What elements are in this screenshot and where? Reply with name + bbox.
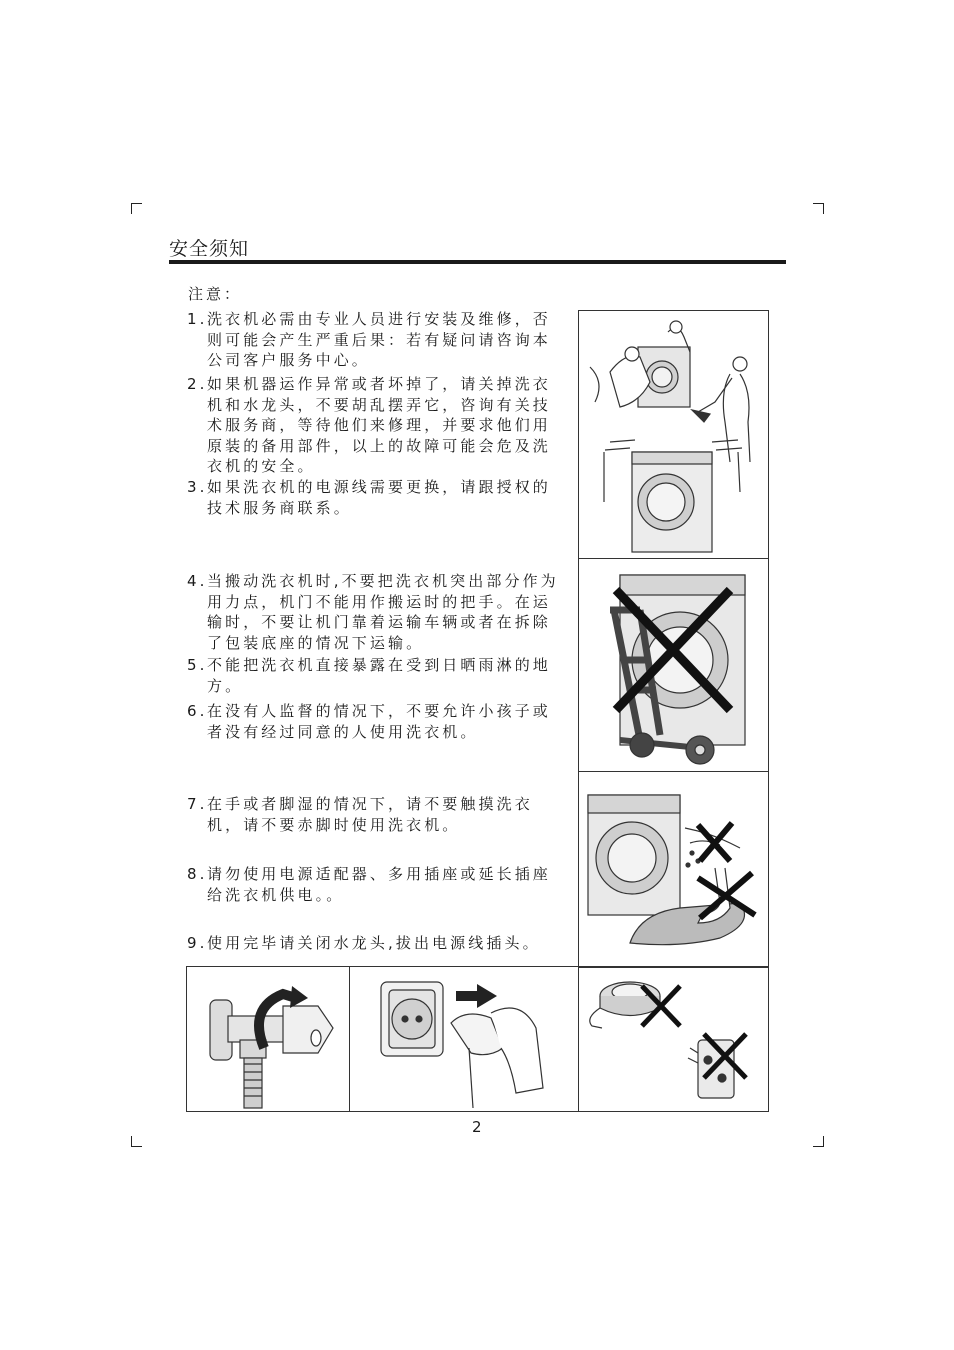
list-item bbox=[187, 571, 567, 653]
item-text: 请勿使用电源适配器、多用插座或延长插座给洗衣机供电。。 bbox=[207, 865, 551, 904]
item-number: 3. bbox=[187, 478, 208, 496]
crop-mark-top-right bbox=[813, 203, 824, 214]
no-hand-truck-illustration bbox=[580, 560, 766, 770]
item-text: 如果机器运作异常或者坏掉了，请关掉洗衣机和水龙头，不要胡乱摆弄它，咨询有关技术服务商，等待他们来修理，并要求他们用原装的备用部件，以上的故障可能会危及洗衣机的安全。 bbox=[207, 375, 551, 475]
item-number: 6. bbox=[187, 702, 208, 720]
list-item bbox=[187, 933, 567, 954]
item-number: 8. bbox=[187, 865, 208, 883]
list-item bbox=[187, 309, 567, 371]
item-text: 当搬动洗衣机时,不要把洗衣机突出部分作为用力点，机门不能用作搬运时的把手。在运输时，不要让机门靠着运输车辆或者在拆除了包装底座的情况下运输。 bbox=[207, 572, 559, 652]
item-text: 洗衣机必需由专业人员进行安装及维修，否则可能会产生严重后果：若有疑问请咨询本公司客户服务中心。 bbox=[207, 310, 551, 369]
item-number: 4. bbox=[187, 572, 208, 590]
crop-mark-bottom-right bbox=[813, 1136, 824, 1147]
list-item bbox=[187, 864, 567, 905]
list-item bbox=[187, 374, 567, 477]
no-extension-adapter-illustration bbox=[580, 968, 766, 1109]
crop-mark-bottom-left bbox=[131, 1136, 142, 1147]
no-wet-hands-feet-illustration bbox=[580, 773, 766, 965]
page-number: 2 bbox=[472, 1118, 482, 1136]
divider bbox=[578, 558, 768, 559]
item-number: 2. bbox=[187, 375, 208, 393]
item-text: 在没有人监督的情况下，不要允许小孩子或者没有经过同意的人使用洗衣机。 bbox=[207, 702, 551, 741]
note-label: 注意： bbox=[188, 285, 243, 303]
item-number: 9. bbox=[187, 934, 208, 952]
divider bbox=[578, 771, 768, 772]
technician-repair-illustration bbox=[580, 312, 766, 557]
item-text: 在手或者脚湿的情况下，请不要触摸洗衣机，请不要赤脚时使用洗衣机。 bbox=[207, 795, 533, 834]
list-item bbox=[187, 655, 567, 696]
item-text: 如果洗衣机的电源线需要更换，请跟授权的技术服务商联系。 bbox=[207, 478, 551, 517]
page-title: 安全须知 bbox=[169, 238, 250, 260]
close-tap-illustration bbox=[188, 968, 348, 1109]
divider bbox=[578, 966, 579, 1111]
list-item bbox=[187, 794, 567, 835]
item-text: 不能把洗衣机直接暴露在受到日晒雨淋的地方。 bbox=[207, 656, 551, 695]
unplug-socket-illustration bbox=[351, 968, 577, 1109]
item-text: 使用完毕请关闭水龙头,拔出电源线插头。 bbox=[207, 934, 541, 952]
item-number: 7. bbox=[187, 795, 208, 813]
item-number: 1. bbox=[187, 310, 208, 328]
list-item bbox=[187, 477, 567, 518]
divider bbox=[349, 966, 350, 1111]
crop-mark-top-left bbox=[131, 203, 142, 214]
title-rule bbox=[169, 260, 786, 264]
item-number: 5. bbox=[187, 656, 208, 674]
list-item bbox=[187, 701, 567, 742]
